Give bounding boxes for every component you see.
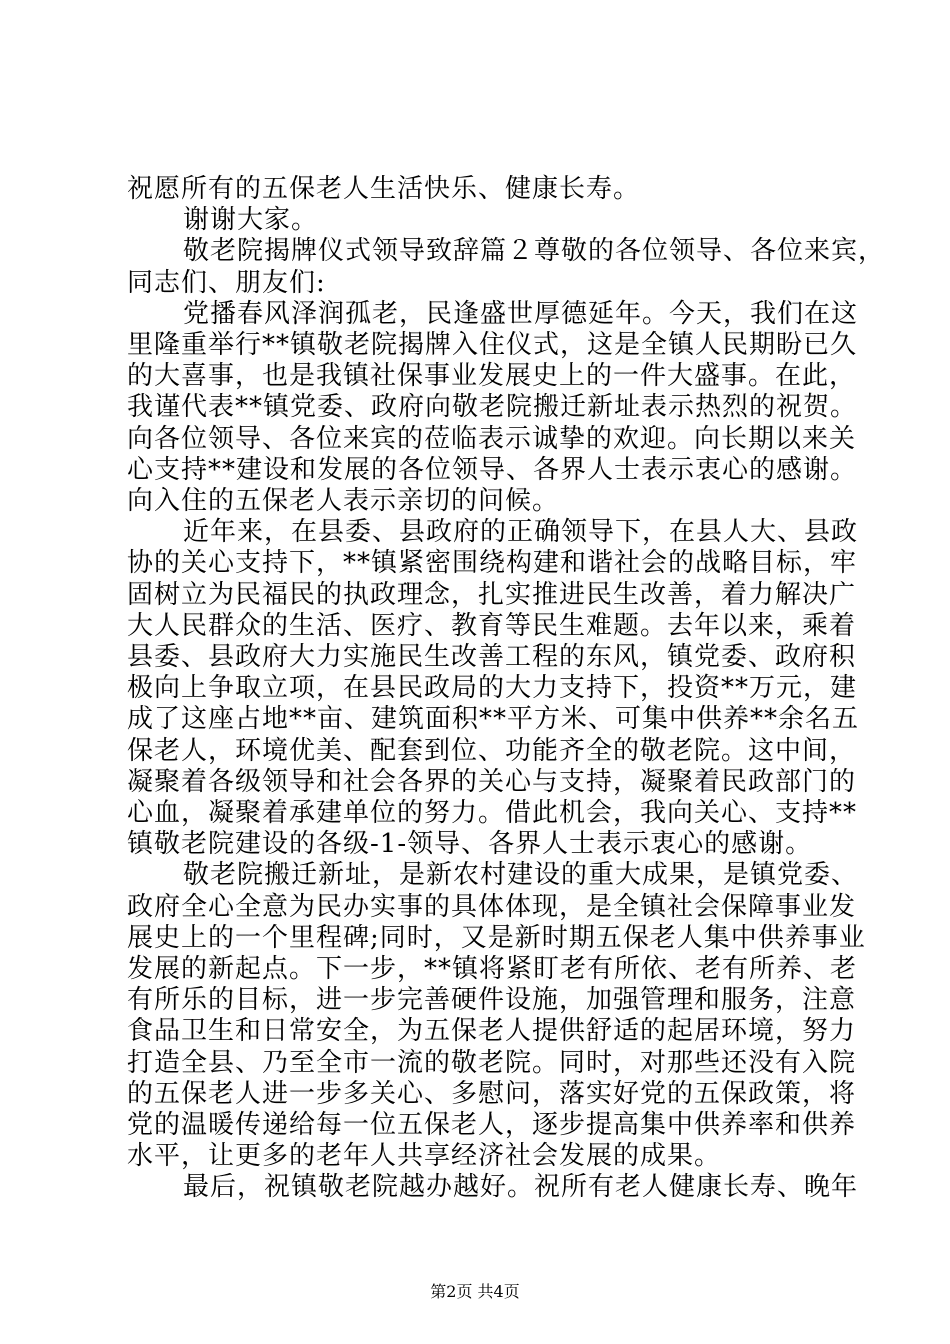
text-line-17: 极向上争取立项，在县民政局的大力支持下，投资**万元，建 — [127, 673, 858, 704]
text-line-12: 近年来，在县委、县政府的正确领导下，在县人大、县政 — [183, 517, 859, 548]
text-line-21: 心血，凝聚着承建单位的努力。借此机会，我向关心、支持** — [127, 798, 858, 828]
text-line-26: 发展的新起点。下一步，**镇将紧盯老有所依、老有所养、老 — [127, 954, 858, 984]
text-line-19: 保老人，环境优美、配套到位、功能齐全的敬老院。这中间， — [127, 735, 857, 766]
text-line-24: 政府全心全意为民办实事的具体体现，是全镇社会保障事业发 — [127, 891, 857, 922]
text-line-28: 食品卫生和日常安全，为五保老人提供舒适的起居环境，努力 — [127, 1016, 857, 1047]
text-line-22: 镇敬老院建设的各级-1-领导、各界人士表示衷心的感谢。 — [127, 829, 813, 860]
text-line-6: 里隆重举行**镇敬老院揭牌入住仪式，这是全镇人民期盼已久 — [127, 330, 858, 360]
text-line-1: 祝愿所有的五保老人生活快乐、健康长寿。 — [127, 174, 641, 204]
text-line-11: 向入住的五保老人表示亲切的问候。 — [127, 486, 560, 516]
text-line-14: 固树立为民福民的执政理念，扎实推进民生改善，着力解决广 — [127, 579, 857, 610]
text-line-5: 党播春风泽润孤老，民逢盛世厚德延年。今天，我们在这 — [183, 298, 859, 329]
text-line-31: 党的温暖传递给每一位五保老人，逐步提高集中供养率和供养 — [127, 1110, 857, 1140]
text-line-16: 县委、县政府大力实施民生改善工程的东风，镇党委、政府积 — [127, 642, 857, 672]
text-line-13: 协的关心支持下，**镇紧密围绕构建和谐社会的战略目标，牢 — [127, 548, 858, 579]
text-line-9: 向各位领导、各位来宾的莅临表示诚挚的欢迎。向长期以来关 — [127, 423, 857, 454]
text-line-4: 同志们、朋友们: — [127, 267, 326, 298]
text-line-10: 心支持**建设和发展的各位领导、各界人士表示衷心的感谢。 — [127, 454, 858, 485]
text-line-29: 打造全县、乃至全市一流的敬老院。同时，对那些还没有入院 — [127, 1047, 857, 1078]
text-line-8: 我谨代表**镇党委、政府向敬老院搬迁新址表示热烈的祝贺。 — [127, 392, 858, 423]
text-line-20: 凝聚着各级领导和社会各界的关心与支持，凝聚着民政部门的 — [127, 766, 857, 797]
page-footer: 第2页 共4页 — [430, 1282, 520, 1301]
text-line-2: 谢谢大家。 — [183, 205, 319, 236]
text-line-30: 的五保老人进一步多关心、多慰问，落实好党的五保政策，将 — [127, 1078, 857, 1109]
text-line-23: 敬老院搬迁新址，是新农村建设的重大成果，是镇党委、 — [183, 860, 859, 891]
text-line-32: 水平，让更多的老年人共享经济社会发展的成果。 — [127, 1141, 722, 1172]
text-line-25: 展史上的一个里程碑;同时，又是新时期五保老人集中供养事业 — [127, 922, 866, 953]
text-line-18: 成了这座占地**亩、建筑面积**平方米、可集中供养**余名五 — [127, 704, 860, 735]
text-line-27: 有所乐的目标，进一步完善硬件设施，加强管理和服务，注意 — [127, 985, 857, 1016]
text-line-7: 的大喜事，也是我镇社保事业发展史上的一件大盛事。在此， — [127, 361, 857, 392]
text-line-15: 大人民群众的生活、医疗、教育等民生难题。去年以来，乘着 — [127, 610, 857, 641]
text-line-3: 敬老院揭牌仪式领导致辞篇２尊敬的各位领导、各位来宾， — [183, 236, 886, 267]
text-line-33: 最后，祝镇敬老院越办越好。祝所有老人健康长寿、晚年 — [183, 1172, 859, 1203]
